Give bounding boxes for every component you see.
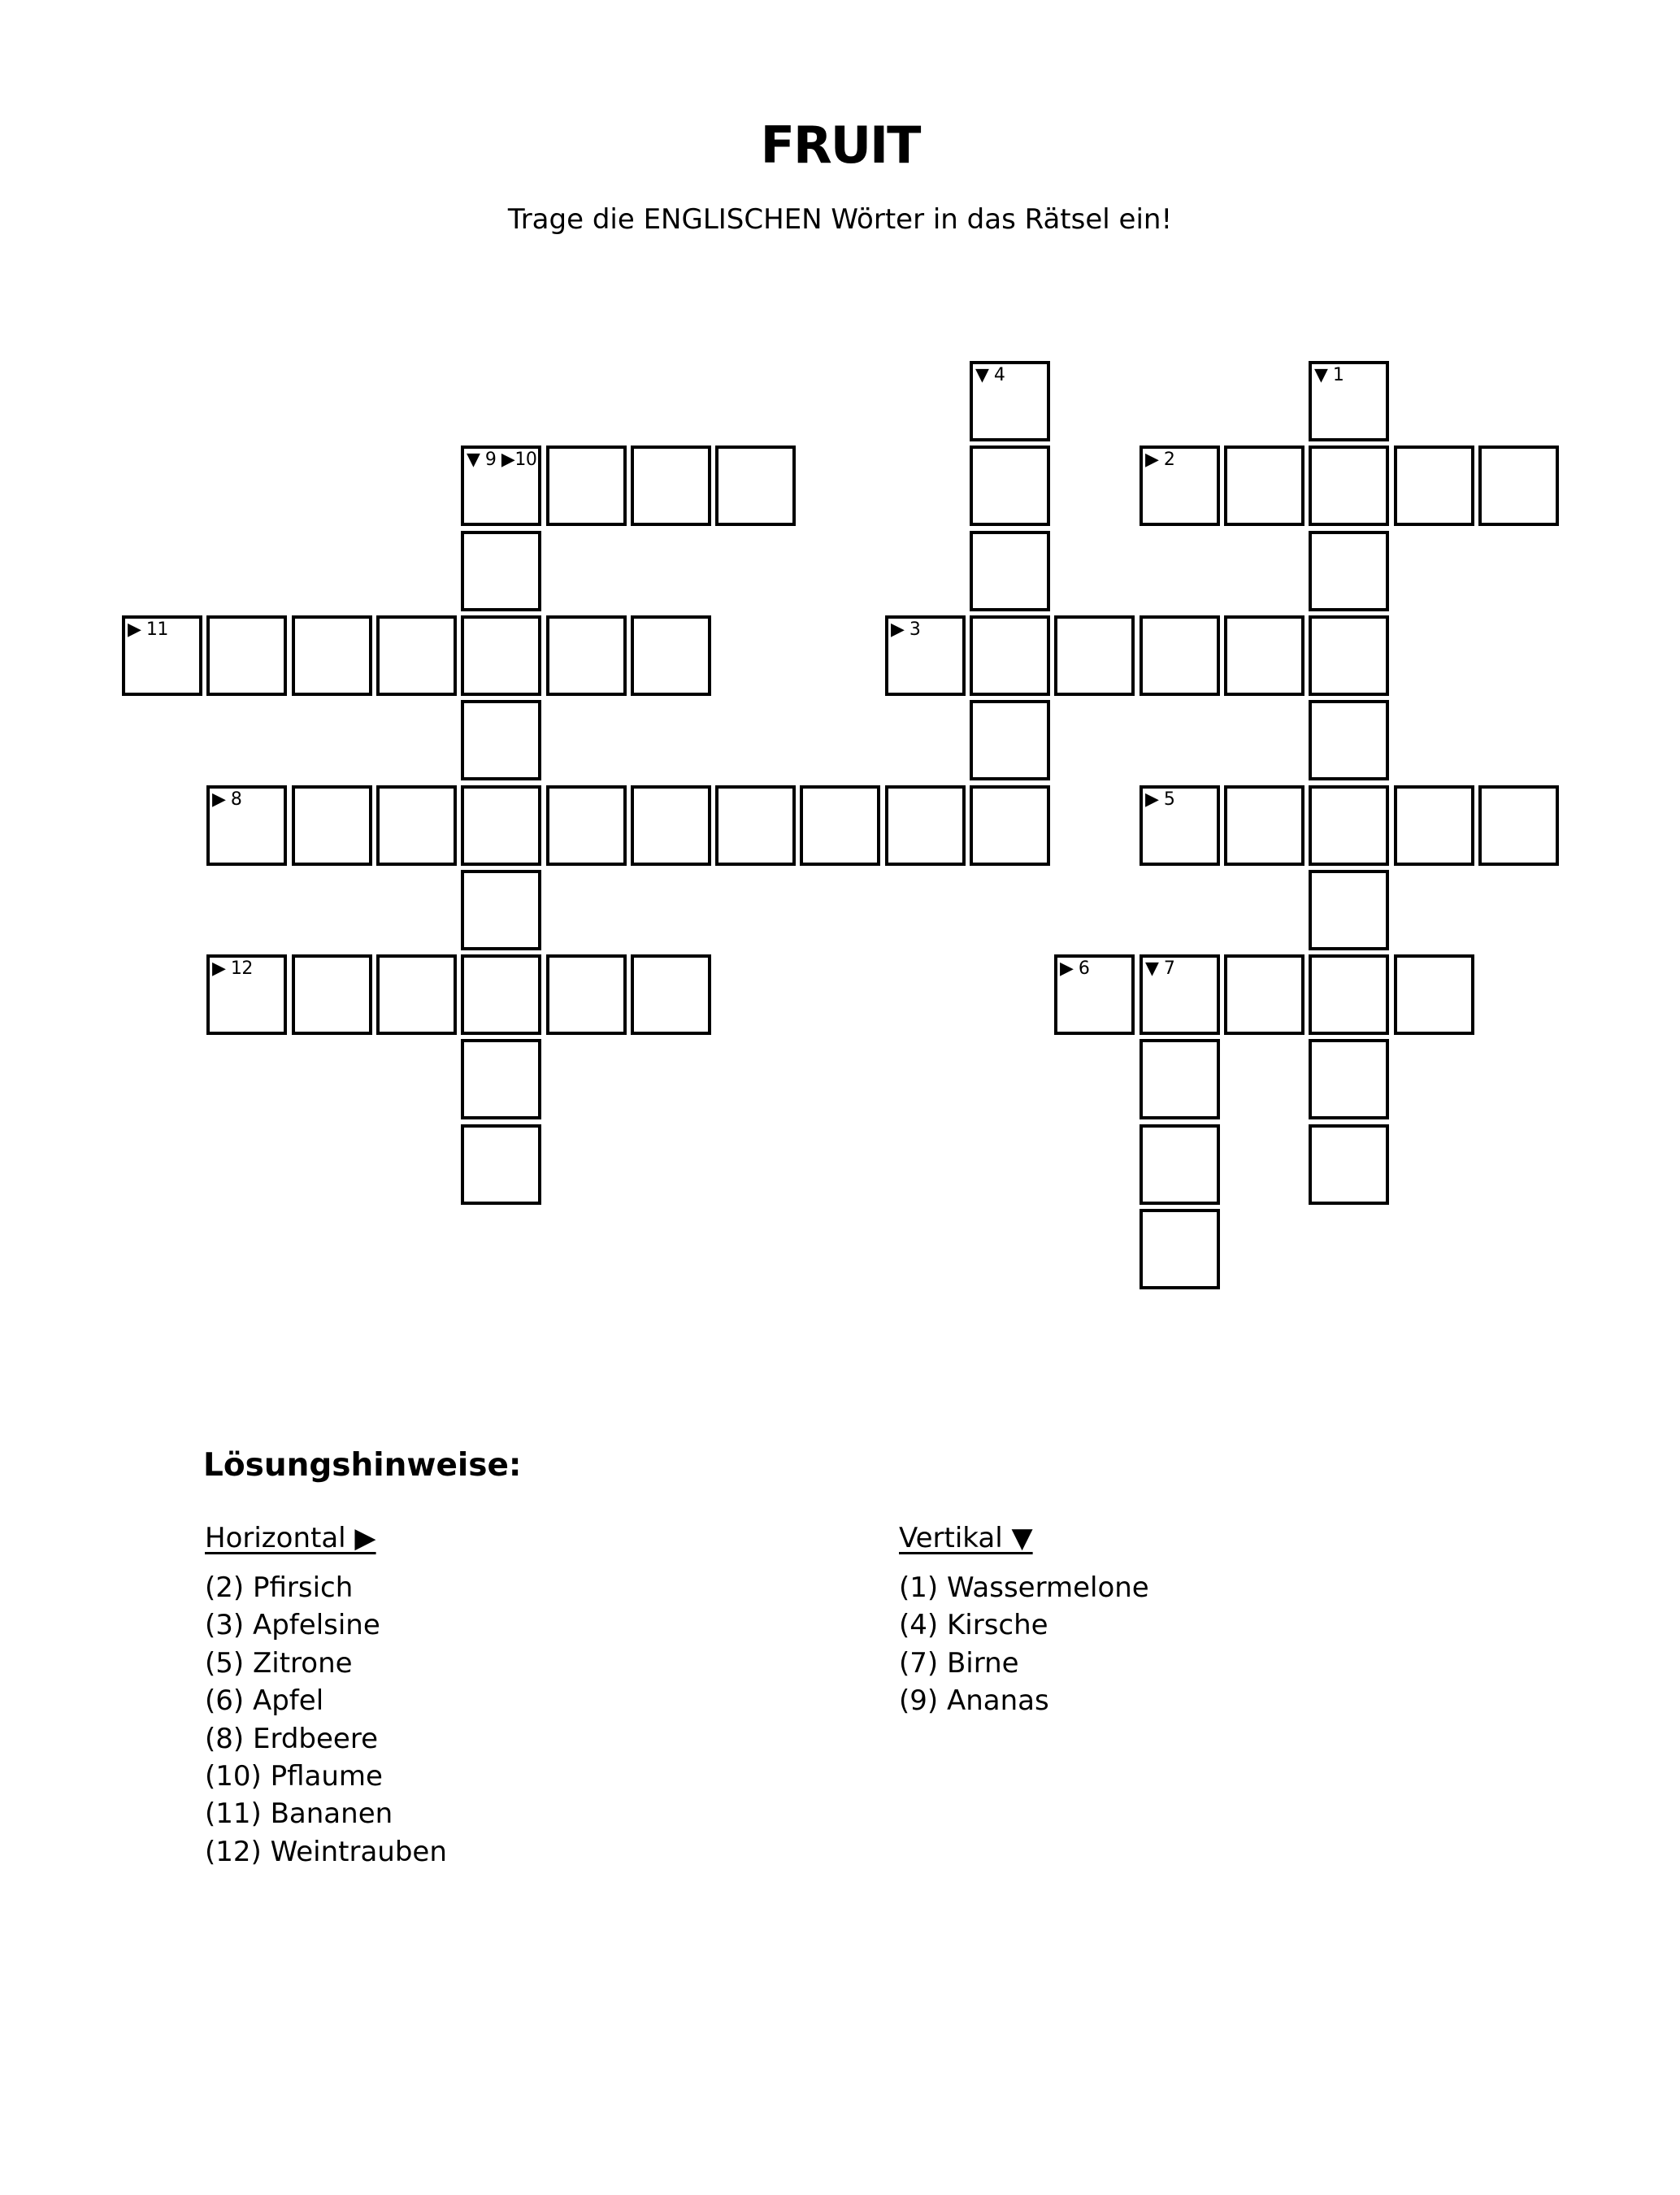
horizontal-clues-section (205, 1522, 692, 1871)
crossword-cell[interactable] (1309, 954, 1389, 1035)
crossword-cell[interactable] (1309, 870, 1389, 950)
crossword-cell[interactable] (800, 785, 880, 866)
crossword-cell[interactable] (970, 615, 1050, 696)
crossword-cell[interactable] (715, 785, 796, 866)
crossword-cell[interactable] (122, 615, 202, 696)
crossword-cell[interactable] (1478, 785, 1559, 866)
crossword-cell[interactable] (1309, 361, 1389, 441)
crossword-cell[interactable] (1224, 785, 1304, 866)
crossword-cell[interactable] (1394, 446, 1474, 526)
crossword-cell[interactable] (1309, 700, 1389, 780)
vertikal-heading: Vertikal ▼ (899, 1522, 1033, 1554)
crossword-cell[interactable] (461, 1124, 541, 1205)
crossword-cell[interactable] (292, 954, 372, 1035)
crossword-cell[interactable] (461, 531, 541, 611)
clue-item: (2) Pfirsich (205, 1571, 354, 1604)
crossword-cell[interactable] (885, 785, 966, 866)
crossword-cell[interactable] (1140, 1124, 1220, 1205)
crossword-cell[interactable] (292, 615, 372, 696)
crossword-cell[interactable] (1140, 615, 1220, 696)
vertikal-clues-section (899, 1522, 1387, 1720)
crossword-cell[interactable] (546, 615, 627, 696)
crossword-cell[interactable] (1478, 446, 1559, 526)
clue-item: (9) Ananas (899, 1684, 1049, 1718)
hints-heading: Lösungshinweise: (203, 1447, 522, 1484)
clue-number: ▼ 1 (1314, 365, 1344, 385)
crossword-cell[interactable] (1309, 531, 1389, 611)
crossword-cell[interactable] (376, 615, 457, 696)
crossword-cell[interactable] (1224, 615, 1304, 696)
crossword-cell[interactable] (1140, 1039, 1220, 1119)
crossword-cell[interactable] (970, 700, 1050, 780)
crossword-cell[interactable] (461, 785, 541, 866)
crossword-cell[interactable] (1140, 1209, 1220, 1289)
crossword-cell[interactable] (885, 615, 966, 696)
horizontal-clues (205, 1569, 692, 1871)
horizontal-heading: Horizontal ▶ (205, 1522, 376, 1554)
crossword-cell[interactable] (631, 446, 711, 526)
page-title: FRUIT (760, 115, 920, 175)
crossword-cell[interactable] (715, 446, 796, 526)
page-subtitle: Trage die ENGLISCHEN Wörter in das Rätsel ein! (507, 203, 1173, 236)
crossword-cell[interactable] (631, 954, 711, 1035)
clue-number: ▼ 4 (975, 365, 1005, 385)
clue-item: (3) Apfelsine (205, 1609, 380, 1642)
crossword-cell[interactable] (376, 954, 457, 1035)
clue-number: ▶ 6 (1060, 958, 1090, 979)
crossword-cell[interactable] (206, 954, 287, 1035)
crossword-cell[interactable] (206, 785, 287, 866)
crossword-cell[interactable] (1054, 615, 1135, 696)
crossword-cell[interactable] (546, 954, 627, 1035)
clue-item: (7) Birne (899, 1646, 1019, 1680)
crossword-cell[interactable] (292, 785, 372, 866)
crossword-cell[interactable] (461, 870, 541, 950)
clue-number: ▶ 5 (1145, 789, 1175, 810)
crossword-cell[interactable] (1140, 785, 1220, 866)
crossword-cell[interactable] (1309, 785, 1389, 866)
clue-number: ▶ 2 (1145, 450, 1175, 470)
crossword-cell[interactable] (1140, 446, 1220, 526)
crossword-cell[interactable] (970, 446, 1050, 526)
crossword-cell[interactable] (546, 446, 627, 526)
crossword-cell[interactable] (631, 785, 711, 866)
crossword-cell[interactable] (1309, 1124, 1389, 1205)
crossword-cell[interactable] (1224, 954, 1304, 1035)
crossword-cell[interactable] (461, 1039, 541, 1119)
crossword-cell[interactable] (631, 615, 711, 696)
crossword-cell[interactable] (376, 785, 457, 866)
crossword-cell[interactable] (461, 446, 541, 526)
clue-item: (10) Pflaume (205, 1760, 383, 1793)
crossword-cell[interactable] (1394, 785, 1474, 866)
crossword-cell[interactable] (1054, 954, 1135, 1035)
crossword-cell[interactable] (1309, 446, 1389, 526)
crossword-cell[interactable] (461, 954, 541, 1035)
clue-item: (12) Weintrauben (205, 1835, 447, 1868)
clue-number: ▼ 9 ▶10 (467, 450, 537, 470)
clue-item: (5) Zitrone (205, 1646, 353, 1680)
clue-item: (8) Erdbeere (205, 1722, 378, 1755)
clue-item: (6) Apfel (205, 1684, 324, 1718)
crossword-cell[interactable] (461, 615, 541, 696)
clue-number: ▼ 7 (1145, 958, 1175, 979)
crossword-cell[interactable] (546, 785, 627, 866)
clue-number: ▶ 11 (128, 619, 168, 640)
crossword-cell[interactable] (1224, 446, 1304, 526)
crossword-cell[interactable] (970, 785, 1050, 866)
clue-number: ▶ 8 (212, 789, 242, 810)
clue-number: ▶ 12 (212, 958, 253, 979)
crossword-cell[interactable] (1309, 615, 1389, 696)
crossword-cell[interactable] (1309, 1039, 1389, 1119)
crossword-cell[interactable] (206, 615, 287, 696)
crossword-cell[interactable] (1394, 954, 1474, 1035)
clue-item: (11) Bananen (205, 1797, 393, 1831)
crossword-cell[interactable] (970, 361, 1050, 441)
clue-item: (1) Wassermelone (899, 1571, 1149, 1604)
clue-item: (4) Kirsche (899, 1609, 1048, 1642)
crossword-cell[interactable] (970, 531, 1050, 611)
vertikal-clues (899, 1569, 1387, 1720)
crossword-cell[interactable] (461, 700, 541, 780)
crossword-cell[interactable] (1140, 954, 1220, 1035)
clue-number: ▶ 3 (891, 619, 921, 640)
